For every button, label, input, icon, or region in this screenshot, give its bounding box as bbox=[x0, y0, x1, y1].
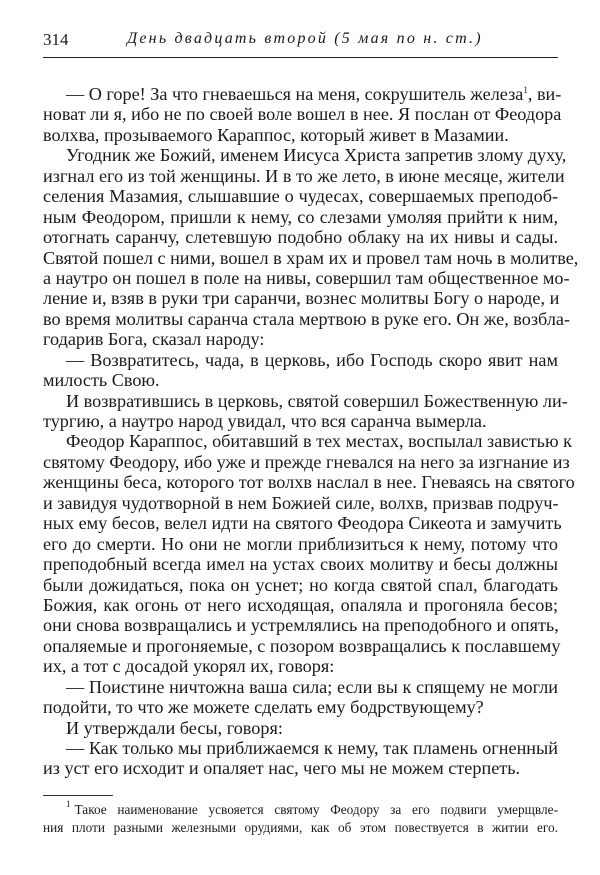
text-line bbox=[43, 186, 558, 206]
text-line-content: Божия, как огонь от него исходящая, опаляла и прогоняла бесов; bbox=[43, 594, 558, 615]
text-line bbox=[43, 350, 558, 370]
text-line-content: — Возвратитесь, чада, в церковь, ибо Господь скоро явит нам bbox=[66, 349, 558, 370]
text-line-content: Угодник же Божий, именем Иисуса Христа запретив злому духу, bbox=[66, 145, 567, 166]
text-line bbox=[43, 267, 570, 288]
text-line bbox=[43, 677, 558, 697]
text-line bbox=[43, 738, 558, 758]
text-line-content: — Поистине ничтожна ваша сила; если вы к спящему не могли bbox=[66, 676, 558, 697]
text-line-content: его до смерти. Но они не могли приблизиться к нему, потому что bbox=[43, 533, 558, 554]
text-line-content: отогнать саранчу, слетевшую подобно облаку на их нивы и сады. bbox=[43, 227, 558, 248]
text-line-content: подойти, то что же можете сделать ему бодрствующему? bbox=[43, 697, 484, 718]
text-line bbox=[43, 451, 570, 472]
text-line bbox=[43, 534, 558, 554]
footnote-marker: 1 bbox=[66, 799, 71, 809]
text-line-content: ление и, взяв в руки три саранчи, вознес молитвы Богу о народе, и bbox=[43, 288, 560, 309]
text-line-content: их, а тот с досадой укорял их, говоря: bbox=[43, 656, 335, 677]
text-line bbox=[43, 165, 565, 186]
text-line bbox=[43, 308, 571, 329]
text-line bbox=[43, 431, 572, 452]
footnote bbox=[43, 801, 558, 837]
text-line-content: волхва, прозываемого Караппос, который живет в Мазамии. bbox=[43, 124, 509, 145]
footnote-reference[interactable]: 1 bbox=[523, 85, 528, 95]
text-line bbox=[43, 84, 562, 104]
text-line-content: тургию, а наутро народ увидал, что вся саранча вымерла. bbox=[43, 411, 487, 431]
text-line-content: годарив Бога, сказал народу: bbox=[43, 329, 265, 350]
text-line-content: ным Феодором, пришли к нему, со слезами умоляя прийти к ним, bbox=[43, 206, 558, 227]
text-line bbox=[43, 472, 575, 493]
running-header bbox=[43, 30, 558, 54]
text-line-content: милость Свою. bbox=[43, 370, 160, 391]
text-line bbox=[43, 247, 579, 268]
text-line-content: И возвратившись в церковь, святой совершил Божественную ли- bbox=[66, 390, 568, 411]
text-line-content: из уст его исходит и опаляет нас, чего мы не можем стерпеть. bbox=[43, 758, 521, 779]
text-line bbox=[43, 288, 558, 308]
text-line bbox=[43, 656, 558, 676]
text-line-content: и завидуя чудотворной в нем Божией силе, волхв, призвав подруч- bbox=[43, 492, 559, 513]
text-line bbox=[43, 575, 558, 595]
text-line bbox=[43, 758, 558, 778]
header-rule bbox=[43, 57, 558, 58]
text-line-content: женщины беса, которого тот волхв наслал в нее. Гневаясь на святого bbox=[43, 472, 575, 493]
text-line bbox=[43, 390, 568, 411]
footnote-line bbox=[43, 801, 558, 819]
text-line-content: Феодор Караппос, обитавший в тех местах, воспылал завистью к bbox=[66, 431, 572, 452]
text-line-content: во время молитвы саранча стала мертвою в руке его. Он же, возбла- bbox=[43, 308, 571, 329]
text-line bbox=[43, 411, 558, 431]
text-line bbox=[43, 104, 562, 125]
text-line-content: святому Феодору, ибо уже и прежде гневался на него за изгнание из bbox=[43, 451, 570, 472]
text-line bbox=[43, 513, 562, 534]
text-line bbox=[43, 697, 558, 717]
text-line bbox=[43, 493, 558, 513]
text-line-content: И утверждали бесы, говоря: bbox=[66, 717, 283, 738]
text-line bbox=[43, 227, 558, 247]
footnote-line bbox=[43, 819, 558, 837]
text-line bbox=[43, 554, 558, 574]
text-line-continuation: , ви- bbox=[527, 84, 562, 104]
text-line bbox=[43, 145, 567, 166]
footnote-separator bbox=[43, 795, 113, 796]
text-line-content: опаляемые и прогоняемые, с позором возвращались к пославшему bbox=[43, 635, 561, 656]
text-line bbox=[43, 595, 558, 615]
text-line-content: селения Мазамия, слышавшие о чудесах, совершаемых преподоб- bbox=[43, 186, 558, 207]
running-title: День двадцать второй (5 мая по н. ст.) bbox=[127, 30, 483, 47]
text-line-content: а наутро он пошел в поле на нивы, совершил там общественное мо- bbox=[43, 267, 570, 288]
page-number: 314 bbox=[43, 30, 69, 49]
text-line bbox=[43, 125, 558, 145]
footnote-line-content: ния плоти разными железными орудиями, как об этом повествуется в житии его. bbox=[43, 820, 558, 835]
text-line-content: изгнал его из той женщины. И в то же лето, в июне месяце, жители bbox=[43, 165, 565, 186]
text-line bbox=[43, 615, 558, 635]
footnote-line-content: Такое наименование усвояется святому Феодору за его подвиги умерщвле- bbox=[74, 802, 558, 817]
text-line-content: преподобный всегда имел на устах своих молитву и бесы должны bbox=[43, 554, 558, 575]
body-text bbox=[43, 84, 579, 779]
text-line bbox=[43, 207, 558, 227]
text-line-content: — О горе! За что гневаешься на меня, сокрушитель железа bbox=[66, 84, 524, 104]
text-line-content: они снова возвращались и устремлялись на преподобного и опять, bbox=[43, 615, 559, 636]
text-line bbox=[43, 370, 558, 390]
text-line-content: Святой пошел с ними, вошел в храм их и провел там ночь в молитве, bbox=[43, 247, 579, 268]
text-line bbox=[43, 329, 558, 349]
text-line-content: были дожидаться, пока он уснет; но когда святой спал, благодать bbox=[43, 574, 558, 595]
text-line-content: ных ему бесов, велел идти на святого Феодора Сикеота и замучить bbox=[43, 513, 562, 534]
text-line-content: новат ли я, ибо не по своей воле вошел в нее. Я послан от Феодора bbox=[43, 104, 562, 125]
text-line-content: — Как только мы приближаемся к нему, так пламень огненный bbox=[66, 738, 558, 758]
text-line bbox=[43, 718, 558, 738]
text-line bbox=[43, 635, 561, 656]
